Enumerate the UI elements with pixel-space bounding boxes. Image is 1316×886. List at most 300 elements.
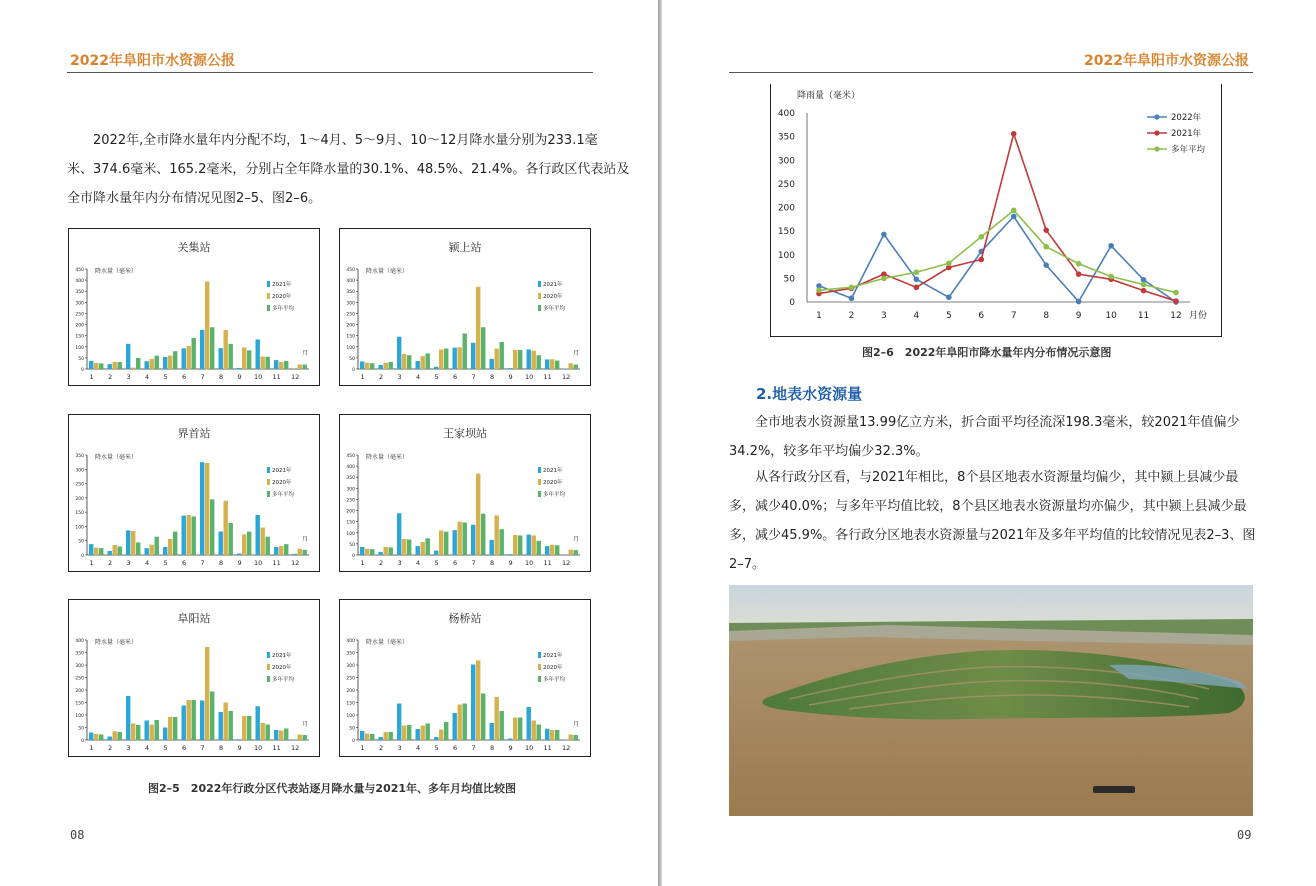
legend-label: 2021年 xyxy=(272,282,292,288)
data-point-2022年 xyxy=(1043,262,1049,268)
y-tick-label: 350 xyxy=(75,290,84,296)
data-point-多年平均 xyxy=(1108,274,1114,280)
y-tick-label: 350 xyxy=(777,132,795,143)
bar-多年平均 xyxy=(389,732,393,740)
x-tick-label: 7 xyxy=(200,744,205,752)
x-tick-label: 4 xyxy=(145,744,150,752)
station-bar-chart-svg xyxy=(340,229,590,385)
bar-2021年 xyxy=(508,739,512,741)
legend-label: 2022年 xyxy=(1171,113,1202,123)
x-tick-label: 3 xyxy=(126,559,131,567)
x-tick-label: 3 xyxy=(881,311,887,321)
x-tick-label: 7 xyxy=(471,373,476,381)
x-tick-label: 1 xyxy=(360,373,365,381)
bar-2021年 xyxy=(145,548,149,555)
y-tick-label: 400 xyxy=(346,639,355,644)
x-tick-label: 2 xyxy=(379,373,384,381)
bar-2021年 xyxy=(256,706,260,740)
x-tick-label: 10 xyxy=(524,373,534,381)
bar-多年平均 xyxy=(537,541,541,555)
y-tick-label: 300 xyxy=(75,664,84,669)
y-tick-label: 150 xyxy=(346,701,355,707)
x-tick-label: 7 xyxy=(200,559,205,567)
bar-多年平均 xyxy=(555,730,559,740)
legend-label: 2020年 xyxy=(272,294,292,300)
y-tick-label: 100 xyxy=(346,345,355,351)
bar-2021年 xyxy=(163,357,167,369)
bar-2021年 xyxy=(527,349,531,369)
x-axis-unit-label: 月 xyxy=(301,536,309,543)
bar-2021年 xyxy=(126,530,130,555)
x-tick-label: 5 xyxy=(163,373,168,381)
x-tick-label: 9 xyxy=(1075,311,1082,321)
series-line-2021年 xyxy=(819,134,1176,301)
data-point-多年平均 xyxy=(1011,208,1017,214)
header-rule xyxy=(67,72,593,73)
bar-2021年 xyxy=(416,361,420,369)
bar-2020年 xyxy=(224,501,228,555)
y-tick-label: 200 xyxy=(346,509,355,515)
y-tick-label: 50 xyxy=(78,726,84,732)
y-tick-label: 150 xyxy=(75,334,84,340)
bar-多年平均 xyxy=(426,353,430,369)
y-tick-label: 50 xyxy=(783,274,795,285)
y-tick-label: 150 xyxy=(75,511,84,517)
bar-2021年 xyxy=(471,525,475,555)
y-tick-label: 100 xyxy=(75,525,84,531)
x-tick-label: 4 xyxy=(416,559,421,567)
x-tick-label: 4 xyxy=(416,373,421,381)
x-tick-label: 7 xyxy=(200,373,205,381)
bar-多年平均 xyxy=(247,350,251,369)
bar-2021年 xyxy=(274,360,278,369)
bar-2021年 xyxy=(182,516,186,555)
x-tick-label: 5 xyxy=(945,311,952,321)
bar-2021年 xyxy=(508,368,512,369)
bar-2020年 xyxy=(402,539,406,555)
legend-swatch xyxy=(267,491,270,497)
y-tick-label: 300 xyxy=(75,468,84,474)
station-chart-yangqiao xyxy=(339,599,591,757)
bar-多年平均 xyxy=(407,725,411,740)
bar-2020年 xyxy=(458,705,462,741)
x-tick-label: 10 xyxy=(253,744,263,752)
legend-label: 2020年 xyxy=(543,480,563,486)
x-tick-label: 5 xyxy=(163,559,168,567)
y-tick-label: 400 xyxy=(346,279,355,285)
station-title: 关集站 xyxy=(177,241,211,254)
station-chart-fuyang xyxy=(68,599,320,757)
bar-多年平均 xyxy=(192,700,196,740)
x-tick-label: 9 xyxy=(237,744,242,752)
legend-marker xyxy=(1154,146,1159,151)
bar-2021年 xyxy=(256,339,260,369)
y-tick-label: 350 xyxy=(346,476,355,482)
bar-多年平均 xyxy=(284,544,288,555)
y-tick-label: 200 xyxy=(75,323,84,329)
y-tick-label: 250 xyxy=(346,676,355,682)
x-tick-label: 7 xyxy=(471,744,476,752)
x-tick-label: 2 xyxy=(108,373,113,381)
x-tick-label: 5 xyxy=(434,744,439,752)
bar-2021年 xyxy=(453,713,457,740)
x-tick-label: 11 xyxy=(272,744,281,752)
page-number: 08 xyxy=(70,828,85,842)
x-tick-label: 6 xyxy=(182,744,187,752)
bar-2020年 xyxy=(279,362,283,369)
legend-label: 2021年 xyxy=(272,653,292,659)
legend-marker xyxy=(1154,130,1159,135)
bar-多年平均 xyxy=(407,355,411,369)
y-tick-label: 350 xyxy=(346,290,355,296)
y-tick-label: 100 xyxy=(346,714,355,719)
bar-2020年 xyxy=(279,546,283,555)
bar-2021年 xyxy=(379,737,383,740)
x-tick-label: 2 xyxy=(108,559,113,567)
river-island-photo xyxy=(729,585,1253,816)
bar-多年平均 xyxy=(389,547,393,555)
x-tick-label: 2 xyxy=(379,559,384,567)
running-header: 2022年阜阳市水资源公报 xyxy=(70,53,235,69)
x-tick-label: 11 xyxy=(543,559,552,567)
bar-2021年 xyxy=(219,532,223,555)
bar-多年平均 xyxy=(284,729,288,741)
y-tick-label: 50 xyxy=(349,542,355,548)
y-tick-label: 200 xyxy=(75,496,84,502)
bar-2020年 xyxy=(224,330,228,369)
bar-2021年 xyxy=(397,337,401,369)
right-page xyxy=(662,0,1316,886)
bar-2020年 xyxy=(439,349,443,369)
bar-多年平均 xyxy=(481,327,485,369)
data-point-2022年 xyxy=(1108,243,1114,249)
bar-2021年 xyxy=(527,535,531,555)
bar-2021年 xyxy=(397,704,401,741)
paragraph-line: 米、374.6毫米、165.2毫米，分别占全年降水量的30.1%、48.5%、21.4%。各行政区代表站及 xyxy=(67,162,630,177)
data-point-2022年 xyxy=(881,232,887,238)
bar-2020年 xyxy=(150,545,154,555)
x-tick-label: 1 xyxy=(89,559,94,567)
bar-2020年 xyxy=(298,549,302,555)
x-axis-unit-label: 月 xyxy=(572,350,580,357)
bar-多年平均 xyxy=(389,362,393,369)
x-tick-label: 6 xyxy=(453,744,458,752)
y-tick-label: 400 xyxy=(75,279,84,285)
x-tick-label: 1 xyxy=(360,559,365,567)
x-tick-label: 2 xyxy=(379,744,384,752)
station-title: 王家坝站 xyxy=(443,427,487,440)
bar-2021年 xyxy=(182,348,186,369)
x-tick-label: 11 xyxy=(543,744,552,752)
data-point-多年平均 xyxy=(849,285,855,291)
y-tick-label: 250 xyxy=(75,676,84,682)
y-tick-label: 150 xyxy=(777,227,795,238)
x-tick-label: 1 xyxy=(89,744,94,752)
legend-label: 多年平均 xyxy=(272,677,295,683)
bar-多年平均 xyxy=(574,735,578,740)
bar-2020年 xyxy=(458,347,462,369)
bar-2021年 xyxy=(200,462,204,555)
y-axis-label: 降水量（毫米） xyxy=(366,268,409,275)
bar-多年平均 xyxy=(444,532,448,555)
x-tick-label: 6 xyxy=(978,311,985,321)
data-point-多年平均 xyxy=(1043,244,1049,250)
y-tick-label: 50 xyxy=(78,539,84,545)
bar-2020年 xyxy=(476,474,480,555)
legend-swatch xyxy=(267,305,270,311)
x-tick-label: 5 xyxy=(434,559,439,567)
x-tick-label: 8 xyxy=(219,559,224,567)
legend-swatch xyxy=(267,652,270,658)
bar-多年平均 xyxy=(136,542,140,555)
y-tick-label: 50 xyxy=(349,356,355,362)
section-title: 2.地表水资源量 xyxy=(756,385,863,403)
bar-多年平均 xyxy=(303,365,307,369)
bar-2020年 xyxy=(242,716,246,740)
x-tick-label: 6 xyxy=(453,559,458,567)
bar-2021年 xyxy=(237,368,241,369)
bar-多年平均 xyxy=(192,516,196,555)
x-tick-label: 10 xyxy=(524,559,534,567)
x-tick-label: 12 xyxy=(561,744,571,752)
y-tick-label: 250 xyxy=(777,179,795,190)
legend-marker xyxy=(1154,114,1159,119)
legend-swatch xyxy=(538,305,541,311)
bar-多年平均 xyxy=(444,349,448,369)
bar-2021年 xyxy=(471,343,475,369)
x-tick-label: 8 xyxy=(1043,311,1050,321)
data-point-多年平均 xyxy=(946,260,952,266)
paragraph-line: 从各行政分区看，与2021年相比，8个县区地表水资源量均偏少，其中颍上县减少最 xyxy=(755,470,1239,485)
bar-2021年 xyxy=(126,696,130,740)
bar-2021年 xyxy=(163,728,167,741)
data-point-2021年 xyxy=(1076,271,1082,277)
bar-2020年 xyxy=(495,349,499,369)
bar-2020年 xyxy=(550,545,554,555)
main-line-chart xyxy=(770,84,1222,337)
bar-多年平均 xyxy=(463,523,467,555)
y-tick-label: 50 xyxy=(349,726,355,732)
series-line-多年平均 xyxy=(819,210,1176,292)
bar-多年平均 xyxy=(518,718,522,741)
legend-label: 2020年 xyxy=(543,294,563,300)
y-axis-label: 降水量（毫米） xyxy=(366,454,409,461)
y-tick-label: 150 xyxy=(346,520,355,526)
x-tick-label: 4 xyxy=(145,559,150,567)
bar-2020年 xyxy=(242,534,246,555)
data-point-2022年 xyxy=(1011,214,1017,220)
bar-2020年 xyxy=(402,354,406,369)
x-tick-label: 1 xyxy=(89,373,94,381)
paragraph-line: 全市地表水资源量13.99亿立方米，折合面平均径流深198.3毫米，较2021年值偏少 xyxy=(755,415,1240,430)
bar-2020年 xyxy=(365,363,369,369)
bar-2020年 xyxy=(495,697,499,740)
y-tick-label: 200 xyxy=(75,689,84,694)
data-point-2021年 xyxy=(1173,298,1179,304)
data-point-2021年 xyxy=(914,285,920,291)
legend-swatch xyxy=(538,652,541,658)
bar-多年平均 xyxy=(500,711,504,740)
x-tick-label: 9 xyxy=(508,744,513,752)
x-tick-label: 12 xyxy=(561,373,571,381)
bar-多年平均 xyxy=(444,722,448,740)
data-point-2021年 xyxy=(1141,288,1147,294)
bar-2020年 xyxy=(94,363,98,369)
bar-多年平均 xyxy=(155,537,159,555)
y-tick-label: 300 xyxy=(346,301,355,307)
legend-label: 多年平均 xyxy=(1171,145,1206,155)
y-tick-label: 300 xyxy=(75,301,84,307)
station-chart-wangjiaba xyxy=(339,414,591,572)
data-point-2022年 xyxy=(1076,299,1082,305)
bar-2020年 xyxy=(187,700,191,740)
x-tick-label: 12 xyxy=(290,744,300,752)
bar-2021年 xyxy=(490,723,494,740)
bar-多年平均 xyxy=(370,363,374,369)
x-tick-label: 11 xyxy=(272,559,281,567)
data-point-2021年 xyxy=(1043,227,1049,233)
bar-2020年 xyxy=(113,545,117,555)
station-chart-yingshang xyxy=(339,228,591,386)
bar-多年平均 xyxy=(463,704,467,741)
x-axis-unit-label: 月 xyxy=(572,721,580,728)
bar-2020年 xyxy=(476,661,480,741)
paragraph-line: 多，减少40.0%；与多年平均值比较，8个县区地表水资源量均亦偏少，其中颍上县减少最 xyxy=(729,499,1247,514)
station-title: 界首站 xyxy=(177,427,211,440)
legend-swatch xyxy=(267,479,270,485)
bar-2021年 xyxy=(434,367,438,369)
bar-2020年 xyxy=(279,731,283,741)
bar-2020年 xyxy=(131,368,135,369)
bar-多年平均 xyxy=(518,350,522,369)
bar-2020年 xyxy=(168,717,172,740)
bar-多年平均 xyxy=(210,692,214,741)
bar-2021年 xyxy=(293,554,297,555)
surface-water-paragraph-2 xyxy=(729,463,1257,579)
bar-2021年 xyxy=(274,730,278,740)
bar-多年平均 xyxy=(303,735,307,740)
header-rule xyxy=(729,72,1253,73)
data-point-2022年 xyxy=(946,294,952,300)
station-bar-chart-svg xyxy=(340,600,590,756)
station-title: 颍上站 xyxy=(448,241,482,254)
bar-2020年 xyxy=(205,647,209,740)
x-tick-label: 10 xyxy=(253,373,263,381)
bar-多年平均 xyxy=(173,532,177,555)
bar-多年平均 xyxy=(303,550,307,555)
bar-2021年 xyxy=(108,737,112,741)
bar-2021年 xyxy=(360,361,364,369)
data-point-多年平均 xyxy=(914,269,920,275)
legend-swatch xyxy=(538,467,541,473)
bar-2020年 xyxy=(384,363,388,369)
y-tick-label: 0 xyxy=(352,368,355,373)
x-tick-label: 6 xyxy=(182,373,187,381)
bar-2020年 xyxy=(458,522,462,555)
boat-icon xyxy=(1093,786,1135,793)
legend-swatch xyxy=(538,491,541,497)
x-tick-label: 7 xyxy=(1010,311,1017,321)
bar-多年平均 xyxy=(284,361,288,369)
series-line-2022年 xyxy=(819,216,1176,302)
bar-多年平均 xyxy=(210,499,214,555)
y-tick-label: 50 xyxy=(78,356,84,362)
x-axis-unit-label: 月 xyxy=(301,350,309,357)
bar-2020年 xyxy=(187,515,191,555)
paragraph-line: 2022年,全市降水量年内分配不均，1～4月、5～9月、10～12月降水量分别为233.1毫 xyxy=(93,133,598,148)
bar-2020年 xyxy=(384,732,388,740)
bar-2020年 xyxy=(569,735,573,741)
x-tick-label: 6 xyxy=(182,559,187,567)
x-tick-label: 9 xyxy=(508,559,513,567)
bar-2021年 xyxy=(527,707,531,740)
bar-2021年 xyxy=(274,547,278,555)
paragraph-line: 全市降水量年内分布情况见图2–5、图2–6。 xyxy=(67,191,322,206)
bar-多年平均 xyxy=(247,716,251,740)
bar-2020年 xyxy=(131,724,135,741)
x-tick-label: 5 xyxy=(163,744,168,752)
x-tick-label: 8 xyxy=(490,559,495,567)
bar-多年平均 xyxy=(537,355,541,369)
bar-2020年 xyxy=(421,726,425,741)
y-tick-label: 450 xyxy=(75,268,84,273)
y-tick-label: 350 xyxy=(346,651,355,657)
legend-label: 多年平均 xyxy=(543,677,566,683)
bar-多年平均 xyxy=(247,532,251,555)
bar-多年平均 xyxy=(370,549,374,555)
bar-2020年 xyxy=(384,547,388,555)
station-bar-chart-svg xyxy=(69,600,319,756)
legend-label: 2021年 xyxy=(543,282,563,288)
bar-2021年 xyxy=(237,739,241,740)
x-tick-label: 3 xyxy=(126,373,131,381)
station-title: 阜阳站 xyxy=(177,612,211,625)
bar-2020年 xyxy=(513,535,517,555)
bar-多年平均 xyxy=(370,734,374,740)
station-bar-chart-svg xyxy=(69,415,319,571)
bar-2021年 xyxy=(108,551,112,555)
legend-label: 2020年 xyxy=(272,665,292,671)
bar-2021年 xyxy=(545,546,549,555)
bar-多年平均 xyxy=(118,362,122,369)
x-tick-label: 5 xyxy=(434,373,439,381)
x-tick-label: 3 xyxy=(126,744,131,752)
y-tick-label: 0 xyxy=(352,739,355,744)
bar-多年平均 xyxy=(574,365,578,369)
x-tick-label: 3 xyxy=(397,559,402,567)
bar-2021年 xyxy=(360,547,364,555)
bar-2021年 xyxy=(200,330,204,369)
y-tick-label: 350 xyxy=(75,454,84,459)
bar-多年平均 xyxy=(118,732,122,740)
bar-2020年 xyxy=(94,734,98,740)
bar-2021年 xyxy=(434,551,438,555)
y-tick-label: 250 xyxy=(346,312,355,318)
legend-label: 多年平均 xyxy=(272,492,295,498)
bar-2020年 xyxy=(421,542,425,555)
bar-多年平均 xyxy=(500,342,504,369)
bar-2020年 xyxy=(205,281,209,369)
page-number: 09 xyxy=(1237,828,1252,842)
bar-2020年 xyxy=(439,531,443,555)
bar-2020年 xyxy=(532,721,536,741)
legend-swatch xyxy=(538,293,541,299)
bar-2021年 xyxy=(89,361,93,369)
bar-2020年 xyxy=(261,723,265,740)
bar-2020年 xyxy=(261,528,265,555)
y-tick-label: 0 xyxy=(352,554,355,559)
legend-swatch xyxy=(267,676,270,682)
